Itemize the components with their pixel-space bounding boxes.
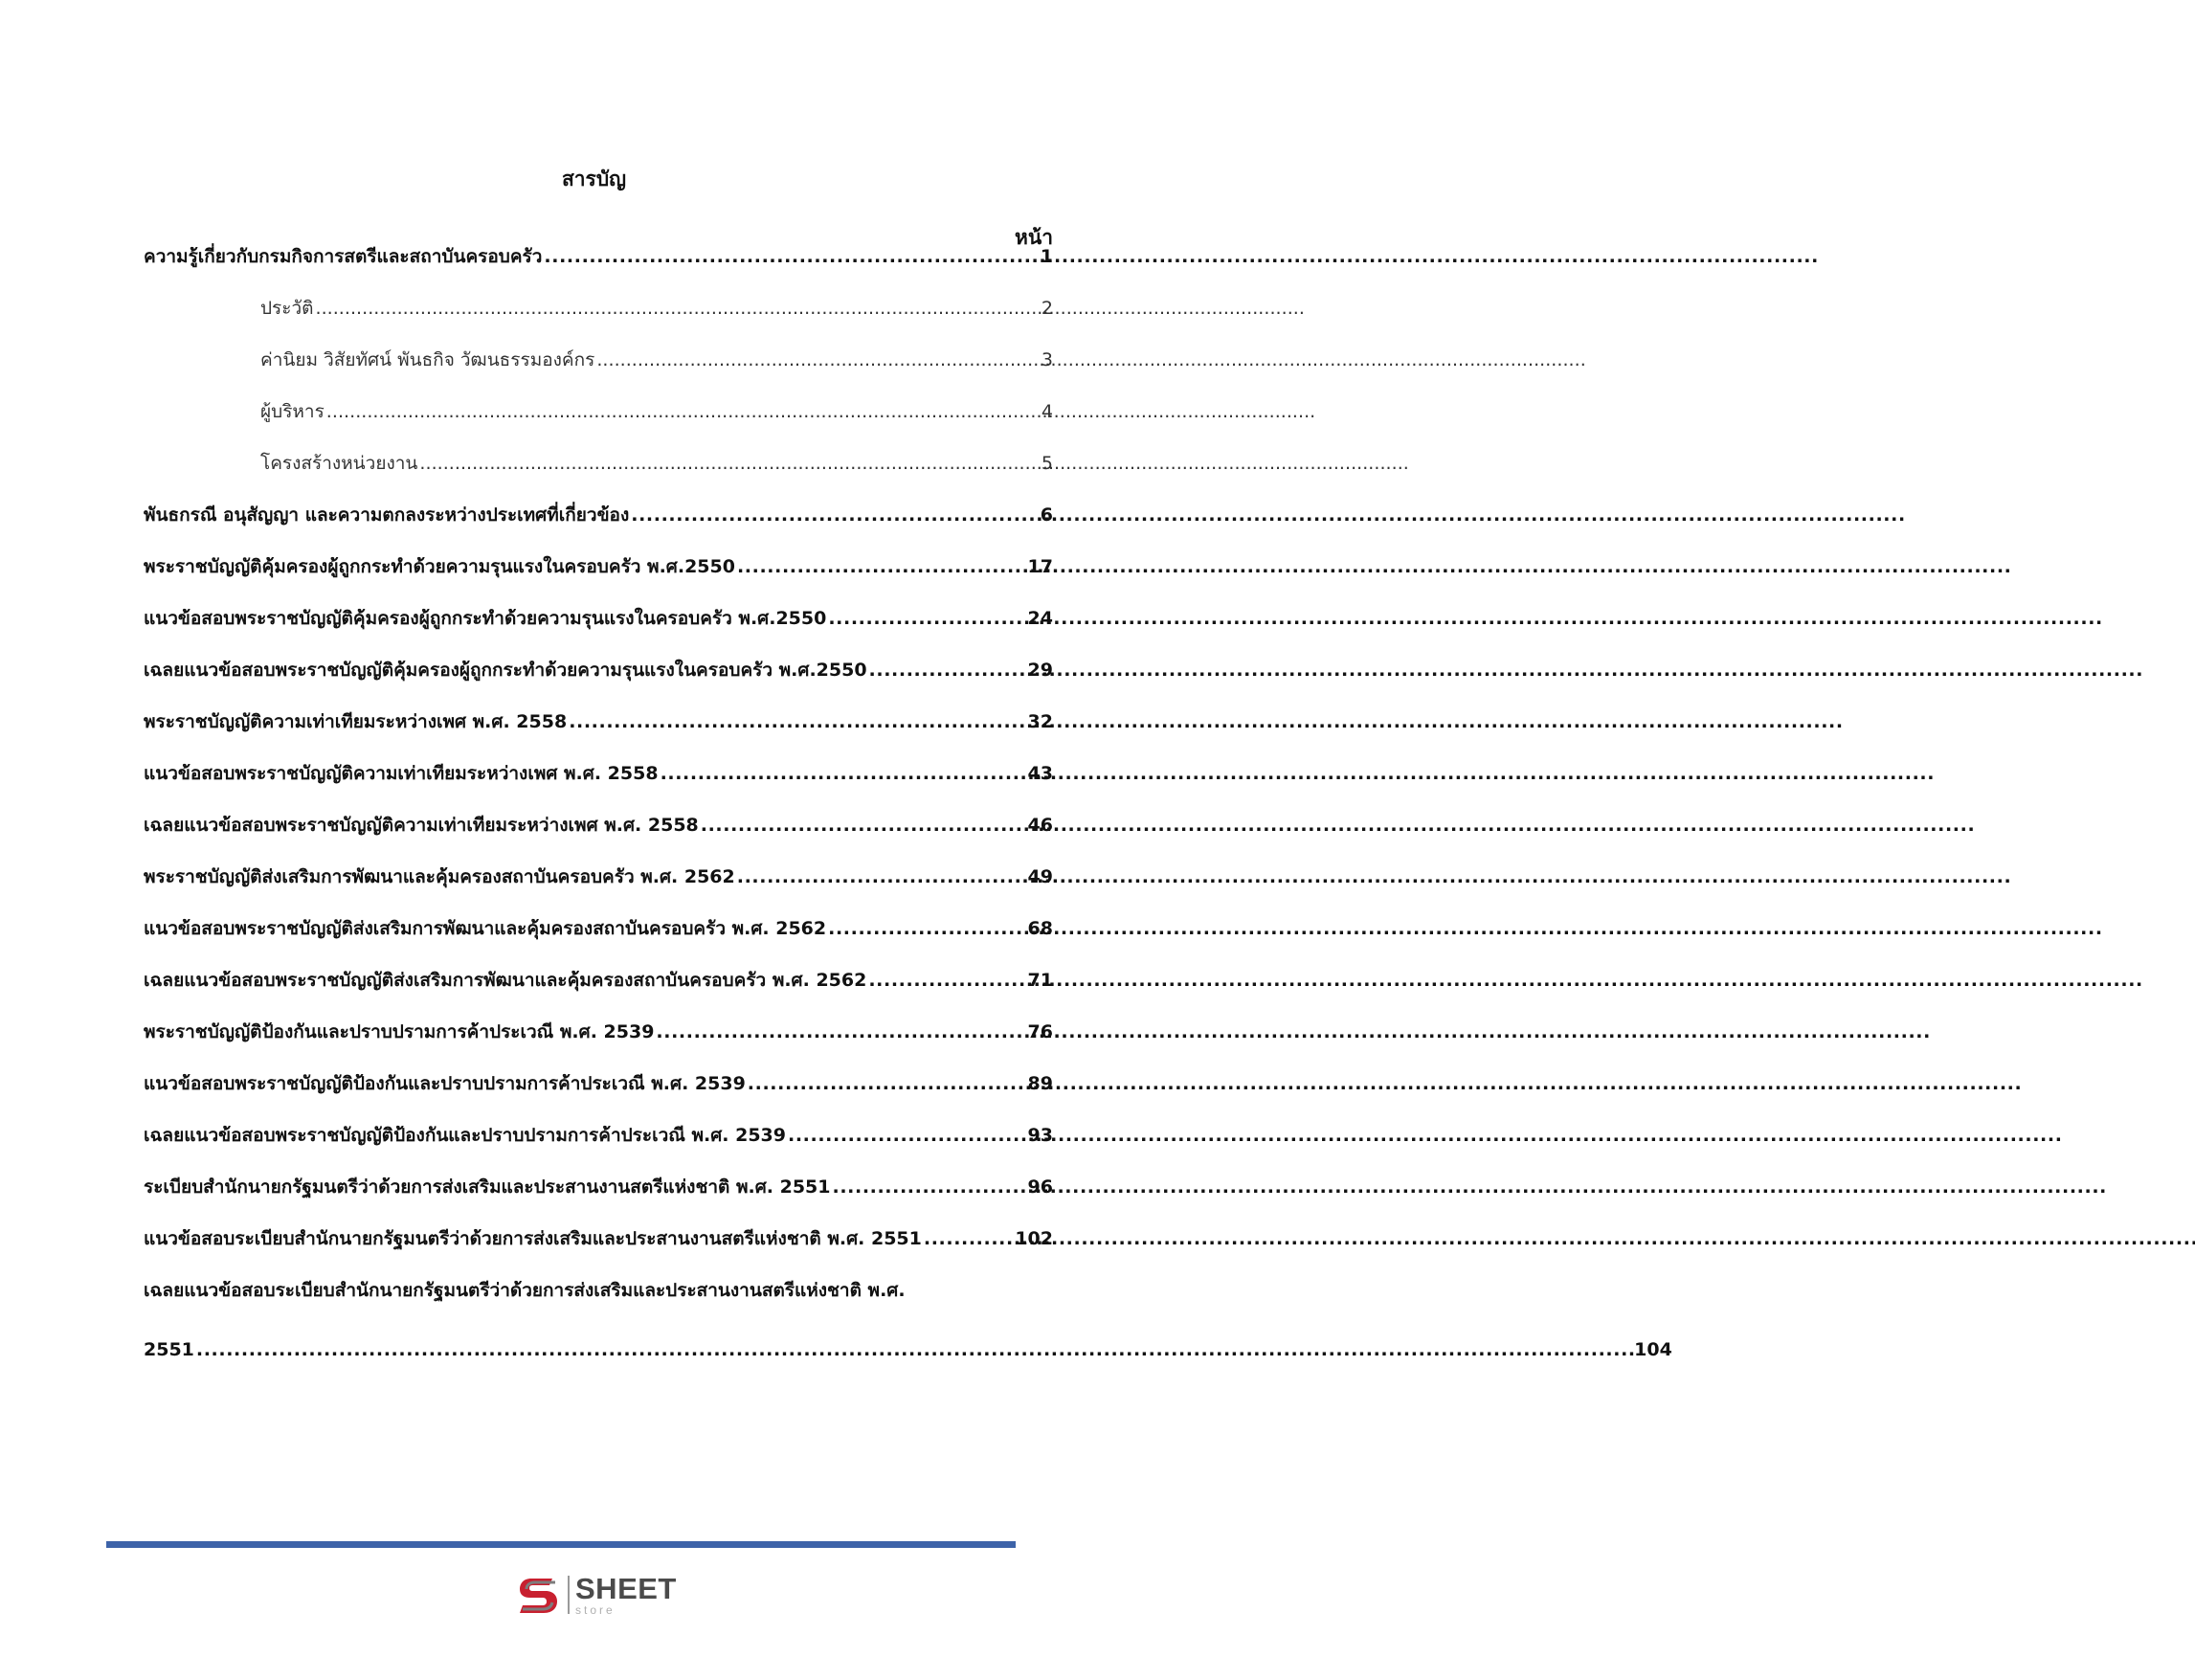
toc-entry-label: พระราชบัญญัติป้องกันและปราบปรามการค้าประเวณี พ.ศ. 2539 (144, 1021, 655, 1042)
sheet-store-logo (514, 1568, 677, 1622)
toc-entry[interactable] (144, 552, 1053, 581)
dot-leader (868, 966, 1025, 995)
toc-entry-label: เฉลยแนวข้อสอบพระราชบัญญัติคุ้มครองผู้ถูกกระทำด้วยความรุนแรงในครอบครัว พ.ศ.2550 (144, 660, 867, 681)
dot-leader (596, 346, 1040, 374)
toc-entry[interactable] (144, 966, 1053, 995)
toc-entry[interactable] (144, 242, 1053, 271)
logo-divider (568, 1576, 570, 1614)
dot-leader (788, 1121, 1026, 1150)
toc-entry-page: 2 (1041, 298, 1053, 319)
toc-entry[interactable] (144, 1018, 1053, 1046)
dot-leader (869, 656, 1026, 684)
toc-entry-page: 76 (1027, 1021, 1053, 1042)
toc-entry-label: แนวข้อสอบพระราชบัญญัติส่งเสริมการพัฒนาและคุ้มครองสถาบันครอบครัว พ.ศ. 2562 (144, 918, 827, 939)
toc-entry-label: ค่านิยม วิสัยทัศน์ พันธกิจ วัฒนธรรมองค์กร (260, 349, 595, 370)
toc-entry-label: ผู้บริหาร (260, 401, 325, 422)
toc-entry-page: 89 (1027, 1073, 1053, 1094)
toc-entry-label: เฉลยแนวข้อสอบพระราชบัญญัติป้องกันและปราบปรามการค้าประเวณี พ.ศ. 2539 (144, 1125, 787, 1146)
toc-subentry[interactable] (260, 346, 1053, 374)
toc-entry-label: ประวัติ (260, 298, 314, 319)
toc-entry-label: พระราชบัญญัติคุ้มครองผู้ถูกกระทำด้วยความรุนแรงในครอบครัว พ.ศ.2550 (144, 556, 735, 577)
toc-entry-label: แนวข้อสอบพระราชบัญญัติคุ้มครองผู้ถูกกระทำด้วยความรุนแรงในครอบครัว พ.ศ.2550 (144, 608, 827, 629)
toc-subentry[interactable] (260, 294, 1053, 323)
dot-leader (631, 501, 1039, 529)
dot-leader (569, 707, 1025, 736)
toc-entry-page: 3 (1041, 349, 1053, 370)
toc-entry-page: 32 (1027, 711, 1053, 732)
toc-entry-page: 6 (1040, 504, 1053, 526)
toc-entry[interactable] (144, 707, 1053, 736)
toc-entry-page: 49 (1027, 866, 1053, 887)
toc-entry-page: 24 (1027, 608, 1053, 629)
dot-leader (315, 294, 1039, 323)
toc-entry-page: 43 (1027, 763, 1053, 784)
toc-entry[interactable] (144, 759, 1053, 788)
toc-entry-page: 102 (1015, 1228, 1053, 1249)
dot-leader (701, 811, 1026, 840)
page-column-header: หน้า (1015, 226, 1053, 249)
dot-leader (661, 759, 1026, 788)
toc-entry-page: 68 (1027, 918, 1053, 939)
toc-entry-page: 17 (1027, 556, 1053, 577)
toc-entry-label: พระราชบัญญัติส่งเสริมการพัฒนาและคุ้มครองสถาบันครอบครัว พ.ศ. 2562 (144, 866, 735, 887)
toc-entry[interactable] (144, 1121, 1053, 1150)
toc-entry-page: 29 (1027, 660, 1053, 681)
toc-entry-label: เฉลยแนวข้อสอบระเบียบสำนักนายกรัฐมนตรีว่าด้วยการส่งเสริมและประสานงานสตรีแห่งชาติ พ.ศ. (144, 1280, 906, 1301)
toc-entry-page: 104 (1634, 1339, 1672, 1360)
toc-entry[interactable] (144, 1276, 1672, 1364)
dot-leader (748, 1069, 1026, 1098)
toc-entry-label: ความรู้เกี่ยวกับกรมกิจการสตรีและสถาบันครอบครัว (144, 246, 543, 267)
toc-entry-label: เฉลยแนวข้อสอบพระราชบัญญัติส่งเสริมการพัฒนาและคุ้มครองสถาบันครอบครัว พ.ศ. 2562 (144, 970, 867, 991)
toc-entry-label: เฉลยแนวข้อสอบพระราชบัญญัติความเท่าเทียมระหว่างเพศ พ.ศ. 2558 (144, 815, 699, 836)
toc-entry-page: 46 (1027, 815, 1053, 836)
toc-entry-page: 4 (1041, 401, 1053, 422)
sheet-store-s-icon (514, 1570, 564, 1620)
toc-entry-label-continued: 2551 (144, 1339, 194, 1360)
toc-entry-label: พระราชบัญญัติความเท่าเทียมระหว่างเพศ พ.ศ. 2558 (144, 711, 568, 732)
toc-entry[interactable] (144, 1173, 1053, 1201)
toc-entry[interactable] (144, 656, 1053, 684)
toc-entry[interactable] (144, 604, 1053, 633)
dot-leader (656, 1018, 1025, 1046)
dot-leader (544, 242, 1038, 271)
dot-leader (196, 1335, 1632, 1364)
dot-leader (832, 1173, 1025, 1201)
toc-entry[interactable] (144, 1069, 1053, 1098)
dot-leader (828, 914, 1025, 943)
dot-leader (737, 862, 1026, 891)
toc-entry-label: พันธกรณี อนุสัญญา และความตกลงระหว่างประเทศที่เกี่ยวข้อง (144, 504, 630, 526)
toc-entry-page: 1 (1040, 246, 1053, 267)
dot-leader (737, 552, 1026, 581)
toc-entry-label: แนวข้อสอบระเบียบสำนักนายกรัฐมนตรีว่าด้วยการส่งเสริมและประสานงานสตรีแห่งชาติ พ.ศ. 2551 (144, 1228, 922, 1249)
toc-entry-page: 96 (1027, 1176, 1053, 1198)
toc-subentry[interactable] (260, 397, 1053, 426)
dot-leader (924, 1224, 1013, 1253)
toc-subentry[interactable] (260, 449, 1053, 478)
toc-entry-label: โครงสร้างหน่วยงาน (260, 453, 418, 474)
dot-leader (828, 604, 1025, 633)
toc-entry[interactable] (144, 914, 1053, 943)
brand-subtitle: store (575, 1603, 616, 1617)
toc-title: สารบัญ (561, 168, 627, 190)
toc-entry-label: แนวข้อสอบพระราชบัญญัติป้องกันและปราบปรามการค้าประเวณี พ.ศ. 2539 (144, 1073, 746, 1094)
toc-entry[interactable] (144, 811, 1053, 840)
toc-entry[interactable] (144, 862, 1053, 891)
toc-entry-page: 71 (1027, 970, 1053, 991)
toc-entry[interactable] (144, 501, 1053, 529)
dot-leader (419, 449, 1040, 478)
dot-leader (326, 397, 1040, 426)
toc-entry-page: 5 (1041, 453, 1053, 474)
toc-entry-label: แนวข้อสอบพระราชบัญญัติความเท่าเทียมระหว่างเพศ พ.ศ. 2558 (144, 763, 659, 784)
toc-entry-page: 93 (1027, 1125, 1053, 1146)
toc-entry[interactable] (144, 1224, 1053, 1253)
toc-entry-label: ระเบียบสำนักนายกรัฐมนตรีว่าด้วยการส่งเสริมและประสานงานสตรีแห่งชาติ พ.ศ. 2551 (144, 1176, 831, 1198)
brand-name: SHEET (575, 1572, 677, 1605)
footer-rule (106, 1541, 1016, 1548)
